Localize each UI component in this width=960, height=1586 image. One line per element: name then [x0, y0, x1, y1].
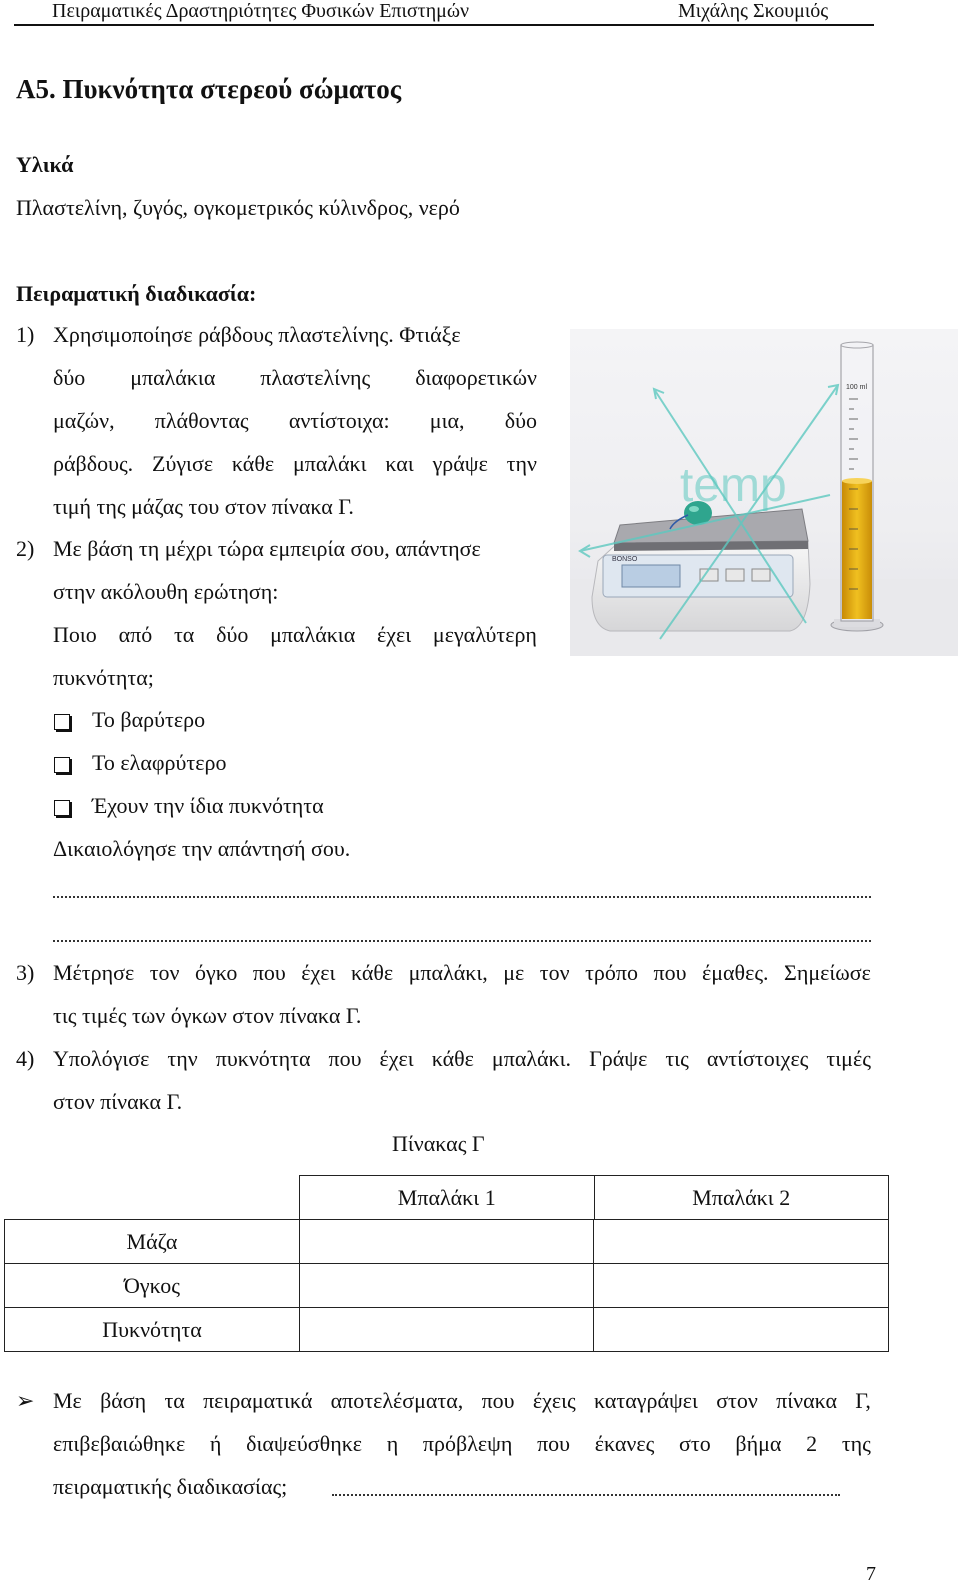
experiment-photo — [570, 329, 958, 656]
answer-line[interactable] — [53, 940, 871, 942]
cell-mass-ball-1[interactable] — [300, 1220, 594, 1264]
cell-mass-ball-2[interactable] — [594, 1220, 889, 1264]
step2-line: στην ακόλουθη ερώτηση: — [53, 579, 279, 604]
table-row — [5, 1264, 889, 1308]
cylinder-liquid — [842, 481, 872, 619]
step2-line: Ποιο από τα δύο μπαλάκια έχει μεγαλύτερη — [53, 622, 537, 647]
answer-line[interactable] — [53, 896, 871, 898]
header-rule — [14, 24, 874, 26]
final-question-line: επιβεβαιώθηκε ή διαψεύσθηκε η πρόβλεψη που έκανες στο βήμα 2 της — [53, 1431, 871, 1456]
step1-line: μαζών, πλάθοντας αντίστοιχα: μια, δύο — [53, 408, 537, 433]
cylinder-mark: 100 ml — [846, 384, 868, 391]
step1-line: δύο μπαλάκια πλαστελίνης διαφορετικών — [53, 365, 537, 390]
cell-volume-ball-1[interactable] — [300, 1264, 594, 1308]
checkbox-same-density[interactable] — [54, 800, 70, 816]
row-label-volume: Όγκος — [5, 1264, 300, 1308]
table-header — [299, 1175, 889, 1220]
step3-line: Μέτρησε τον όγκο που έχει κάθε μπαλάκι, με τον τρόπο που έμαθες. Σημείωσε — [53, 960, 871, 985]
watermark-text: temp — [680, 459, 787, 512]
experiment-photo-svg — [570, 329, 958, 656]
step1-number: 1) — [16, 322, 35, 347]
cell-density-ball-2[interactable] — [594, 1308, 889, 1352]
step2-line: Με βάση τη μέχρι τώρα εμπειρία σου, απάντησε — [53, 536, 481, 561]
step3-number: 3) — [16, 960, 35, 985]
table-body — [4, 1219, 889, 1352]
justify-prompt: Δικαιολόγησε την απάντησή σου. — [53, 836, 351, 861]
step4-line: Υπολόγισε την πυκνότητα που έχει κάθε μπαλάκι. Γράψε τις αντίστοιχες τιμές — [53, 1046, 871, 1071]
header-right: Μιχάλης Σκουμιός — [678, 0, 829, 22]
step4-line: στον πίνακα Γ. — [53, 1089, 183, 1114]
row-label-mass: Μάζα — [5, 1220, 300, 1264]
option-heavier: Το βαρύτερο — [92, 707, 206, 732]
final-question-line: πειραματικής διαδικασίας; — [53, 1474, 288, 1499]
column-header-ball-2: Μπαλάκι 2 — [594, 1176, 889, 1220]
row-label-density: Πυκνότητα — [5, 1308, 300, 1352]
scale-brand: BONSO — [612, 556, 638, 563]
table-row — [5, 1308, 889, 1352]
step1-line: Χρησιμοποίησε ράβδους πλαστελίνης. Φτιάξε — [53, 322, 461, 347]
final-answer-line[interactable] — [332, 1494, 840, 1496]
step2-line: πυκνότητα; — [53, 665, 154, 690]
procedure-heading: Πειραματική διαδικασία: — [16, 281, 257, 306]
page-title: Α5. Πυκνότητα στερεού σώματος — [16, 74, 402, 104]
step1-line: τιμή της μάζας του στον πίνακα Γ. — [53, 494, 354, 519]
materials-list: Πλαστελίνη, ζυγός, ογκομετρικός κύλινδρος, νερό — [16, 195, 460, 220]
header-left: Πειραματικές Δραστηριότητες Φυσικών Επιστημών — [52, 0, 470, 22]
page-number: 7 — [866, 1563, 876, 1585]
option-lighter: Το ελαφρύτερο — [92, 750, 227, 775]
cell-density-ball-1[interactable] — [300, 1308, 594, 1352]
column-header-ball-1: Μπαλάκι 1 — [300, 1176, 595, 1220]
checkbox-lighter[interactable] — [54, 757, 70, 773]
step1-line: ράβδους. Ζύγισε κάθε μπαλάκι και γράψε την — [53, 451, 537, 476]
cell-volume-ball-2[interactable] — [594, 1264, 889, 1308]
checkbox-heavier[interactable] — [54, 714, 70, 730]
arrow-bullet-icon: ➢ — [16, 1388, 35, 1413]
step4-number: 4) — [16, 1046, 35, 1071]
step3-line: τις τιμές των όγκων στον πίνακα Γ. — [53, 1003, 362, 1028]
option-same-density: Έχουν την ίδια πυκνότητα — [92, 793, 324, 818]
step2-number: 2) — [16, 536, 35, 561]
table-caption: Πίνακας Γ — [392, 1131, 485, 1156]
table-row — [5, 1220, 889, 1264]
final-question-line: Με βάση τα πειραματικά αποτελέσματα, που έχεις καταγράψει στον πίνακα Γ, — [53, 1388, 871, 1413]
materials-heading: Υλικά — [16, 152, 74, 177]
